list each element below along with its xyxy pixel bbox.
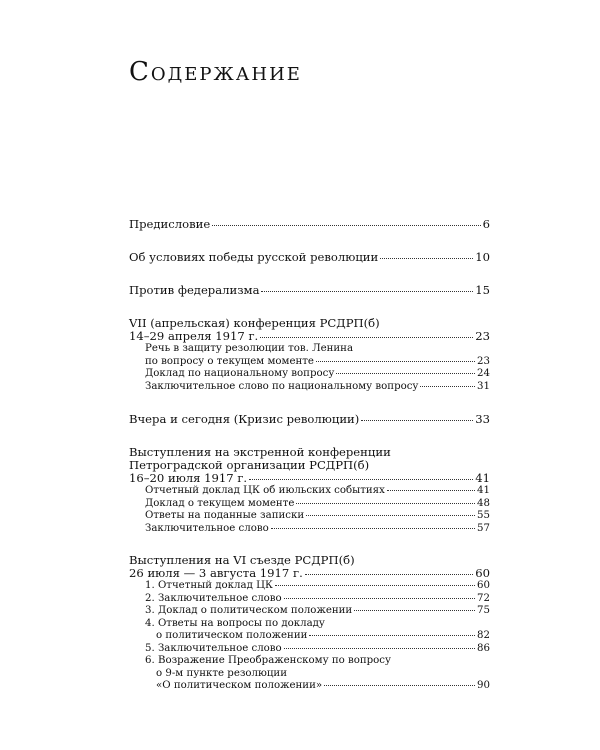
dot-leader <box>336 372 475 374</box>
toc-entry-april-dates[interactable] <box>129 330 490 343</box>
table-of-contents <box>129 218 490 693</box>
toc-entry-label: Доклад по национальному вопросу <box>145 368 335 379</box>
toc-subentry-national-closing[interactable] <box>129 381 490 394</box>
toc-subentry[interactable] <box>129 630 490 643</box>
toc-entry-page: 90 <box>477 680 490 691</box>
toc-entry-page: 75 <box>477 605 490 616</box>
toc-entry-page: 10 <box>475 250 490 264</box>
toc-subentry-heading: о 9-м пункте резолюции <box>156 667 288 679</box>
toc-subentry[interactable] <box>129 510 490 523</box>
dot-leader <box>305 573 473 575</box>
toc-subentry[interactable] <box>129 498 490 511</box>
toc-subentry-heading: 6. Возражение Преображенскому по вопросу <box>145 655 392 666</box>
toc-entry-page: 24 <box>477 368 490 379</box>
toc-subentry[interactable] <box>129 593 490 606</box>
toc-section-april-heading: VII (апрельская) конференция РСДРП(б) <box>129 316 380 330</box>
toc-entry-label: о политическом положении <box>156 630 308 641</box>
toc-entry-label: Ответы на поданные записки <box>145 510 305 521</box>
toc-entry-label: Заключительное слово <box>145 522 269 534</box>
page-title: Содержание <box>129 57 302 87</box>
toc-entry-label: 2. Заключительное слово <box>145 592 282 604</box>
dot-leader <box>212 224 480 226</box>
toc-entry-label: Предисловие <box>129 217 211 231</box>
toc-subentry-heading: 4. Ответы на вопросы по докладу <box>145 617 325 629</box>
dot-leader <box>306 514 475 516</box>
toc-entry-preface[interactable] <box>129 218 490 231</box>
toc-entry-label: Об условиях победы русской революции <box>129 250 379 264</box>
toc-entry-petrograd-dates[interactable] <box>129 472 490 485</box>
toc-entry-label: 26 июля — 3 августа 1917 г. <box>129 566 303 580</box>
dot-leader <box>316 360 475 362</box>
toc-entry-label: Отчетный доклад ЦК об июльских событиях <box>145 485 385 496</box>
dot-leader <box>354 609 475 611</box>
dot-leader <box>361 419 473 421</box>
dot-leader <box>261 290 473 292</box>
toc-entry-page: 57 <box>477 522 490 534</box>
toc-subentry-national-report[interactable] <box>129 368 490 381</box>
toc-entry-page: 31 <box>477 380 490 392</box>
dot-leader <box>275 584 475 586</box>
toc-entry-label: 16–20 июля 1917 г. <box>129 471 248 485</box>
toc-section-petrograd-heading-1: Выступления на экстренной конференции <box>129 445 391 459</box>
dot-leader <box>420 385 475 387</box>
toc-entry-label: 1. Отчетный доклад ЦК <box>145 580 273 591</box>
toc-subentry[interactable] <box>129 580 490 593</box>
toc-entry-page: 33 <box>475 412 490 426</box>
toc-subentry-speech-heading: Речь в защиту резолюции тов. Ленина <box>145 343 354 354</box>
dot-leader <box>249 478 473 480</box>
toc-entry-sixth-dates[interactable] <box>129 567 490 580</box>
toc-entry-page: 41 <box>477 485 490 496</box>
toc-entry-label: Против федерализма <box>129 283 260 297</box>
toc-entry-label: 5. Заключительное слово <box>145 642 282 654</box>
toc-subentry[interactable] <box>129 680 490 693</box>
dot-leader <box>324 684 475 686</box>
dot-leader <box>296 502 475 504</box>
toc-subentry[interactable] <box>129 523 490 536</box>
dot-leader <box>309 634 475 636</box>
dot-leader <box>380 257 473 259</box>
toc-subentry[interactable] <box>129 605 490 618</box>
toc-entry-label: 14–29 апреля 1917 г. <box>129 329 259 343</box>
toc-entry-label: 3. Доклад о политическом положении <box>145 605 353 616</box>
toc-entry-label: «О политическом положении» <box>156 680 323 691</box>
toc-entry-conditions[interactable] <box>129 251 490 264</box>
toc-entry-page: 72 <box>477 592 490 604</box>
toc-entry-label: Заключительное слово по национальному вопросу <box>145 380 419 392</box>
toc-entry-page: 6 <box>482 217 490 231</box>
toc-entry-federalism[interactable] <box>129 284 490 297</box>
toc-entry-page: 23 <box>475 329 490 343</box>
toc-entry-page: 48 <box>477 497 490 509</box>
toc-subentry[interactable] <box>129 643 490 656</box>
dot-leader <box>387 489 475 491</box>
dot-leader <box>271 527 475 529</box>
toc-entry-page: 41 <box>475 471 490 485</box>
toc-entry-page: 55 <box>477 510 490 521</box>
dot-leader <box>260 336 473 338</box>
dot-leader <box>284 647 475 649</box>
toc-entry-label: Вчера и сегодня (Кризис революции) <box>129 412 360 426</box>
toc-entry-page: 60 <box>475 566 490 580</box>
toc-entry-yesterday[interactable] <box>129 413 490 426</box>
toc-section-petrograd-heading-2: Петроградской организации РСДРП(б) <box>129 458 370 472</box>
dot-leader <box>284 597 475 599</box>
toc-entry-page: 23 <box>477 355 490 367</box>
toc-subentry[interactable] <box>129 485 490 498</box>
toc-entry-page: 60 <box>477 580 490 591</box>
toc-entry-page: 15 <box>475 283 490 297</box>
toc-section-sixth-congress-heading: Выступления на VI съезде РСДРП(б) <box>129 553 355 567</box>
toc-entry-label: по вопросу о текущем моменте <box>145 355 314 367</box>
toc-subentry-speech[interactable] <box>129 356 490 369</box>
toc-entry-label: Доклад о текущем моменте <box>145 497 295 509</box>
toc-entry-page: 86 <box>477 642 490 654</box>
toc-entry-page: 82 <box>477 630 490 641</box>
